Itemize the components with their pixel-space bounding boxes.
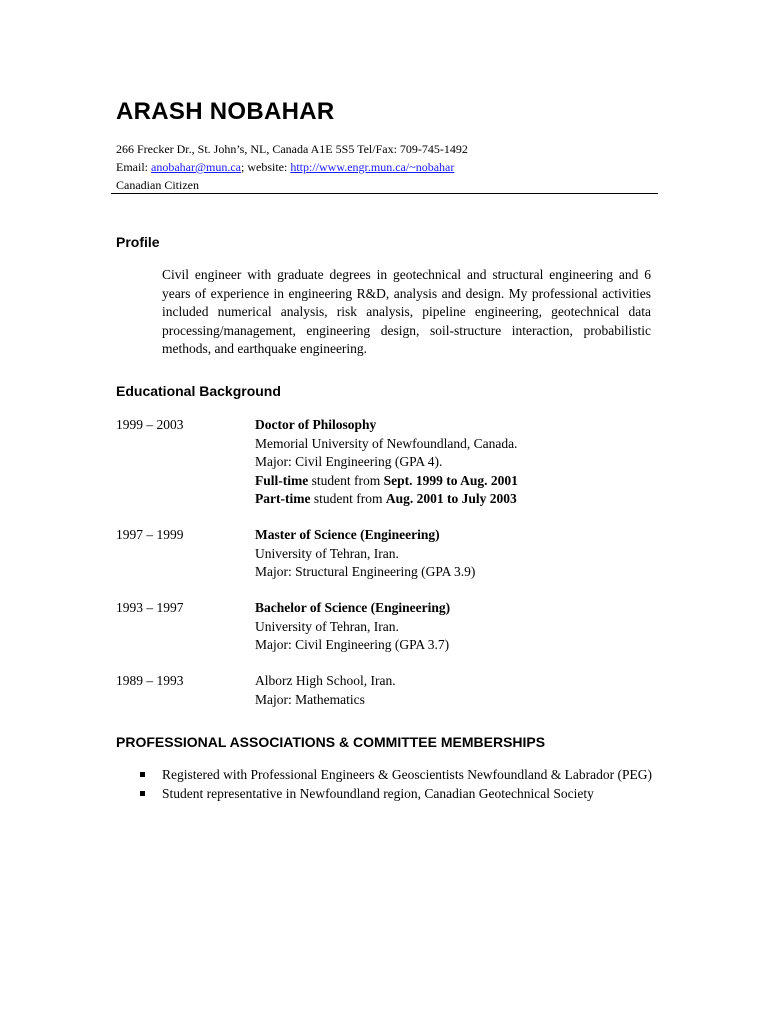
edu-years-phd: 1999 – 2003 xyxy=(116,417,184,432)
edu-institution: University of Tehran, Iran. xyxy=(255,618,399,634)
list-item xyxy=(139,766,659,785)
edu-major: Major: Civil Engineering (GPA 3.7) xyxy=(255,637,450,652)
edu-major: Major: Mathematics xyxy=(255,691,365,707)
edu-entry-bsc xyxy=(255,599,450,655)
education-heading: Educational Background xyxy=(116,383,281,399)
edu-major: Major: Civil Engineering (GPA 4). xyxy=(255,454,443,469)
edu-major: Major: Structural Engineering (GPA 3.9) xyxy=(255,564,476,579)
edu-fulltime xyxy=(255,472,518,491)
edu-degree: Master of Science (Engineering) xyxy=(255,527,440,542)
parttime-mid: student from xyxy=(310,491,386,506)
fulltime-period: Sept. 1999 to Aug. 2001 xyxy=(383,472,518,488)
resume-name: ARASH NOBAHAR xyxy=(116,98,335,125)
edu-degree: Bachelor of Science (Engineering) xyxy=(255,600,451,615)
header-divider xyxy=(111,193,658,194)
edu-years-highschool: 1989 – 1993 xyxy=(116,673,184,688)
bullet-square-icon xyxy=(140,772,145,777)
fulltime-mid: student from xyxy=(308,472,384,488)
website-link[interactable]: http://www.engr.mun.ca/~nobahar xyxy=(290,160,455,174)
edu-institution: Memorial University of Newfoundland, Canada. xyxy=(255,435,518,451)
profile-text: Civil engineer with graduate degrees in geotechnical and structural engineering and 6 years of experience in engineering R&D, analysis and design. My professional activities included numerical analysis, risk analysis, pipeline engineering, geotechnical data processing/management, engineering design, soil-structure interaction, probabilistic methods, and earthquake engineering. xyxy=(162,267,651,356)
parttime-label: Part-time xyxy=(255,491,311,506)
association-text: Student representative in Newfoundland region, Canadian Geotechnical Society xyxy=(162,785,594,801)
edu-institution: University of Tehran, Iran. xyxy=(255,545,399,561)
edu-years-msc: 1997 – 1999 xyxy=(116,527,184,542)
fulltime-label: Full-time xyxy=(255,472,309,488)
profile-heading: Profile xyxy=(116,234,160,250)
association-text: Registered with Professional Engineers & Geoscientists Newfoundland & Labrador (PEG) xyxy=(162,767,653,782)
website-label: ; website: xyxy=(241,160,291,174)
edu-degree: Doctor of Philosophy xyxy=(255,417,377,432)
list-item xyxy=(139,785,659,804)
address-line: 266 Frecker Dr., St. John’s, NL, Canada A1E 5S5 Tel/Fax: 709-745-1492 xyxy=(116,142,468,156)
associations-heading: PROFESSIONAL ASSOCIATIONS & COMMITTEE MEMBERSHIPS xyxy=(116,734,546,750)
edu-years-bsc: 1993 – 1997 xyxy=(116,600,184,615)
parttime-period: Aug. 2001 to July 2003 xyxy=(385,491,517,506)
edu-entry-phd xyxy=(255,416,518,509)
email-label: Email: xyxy=(116,160,151,174)
edu-parttime xyxy=(255,490,518,509)
edu-institution: Alborz High School, Iran. xyxy=(255,673,396,688)
edu-entry-highschool xyxy=(255,672,396,709)
edu-entry-msc xyxy=(255,526,475,582)
associations-list xyxy=(139,766,659,803)
bullet-square-icon xyxy=(140,791,145,796)
email-website-line xyxy=(116,159,454,175)
email-link[interactable]: anobahar@mun.ca xyxy=(151,160,242,174)
citizenship: Canadian Citizen xyxy=(116,178,199,192)
